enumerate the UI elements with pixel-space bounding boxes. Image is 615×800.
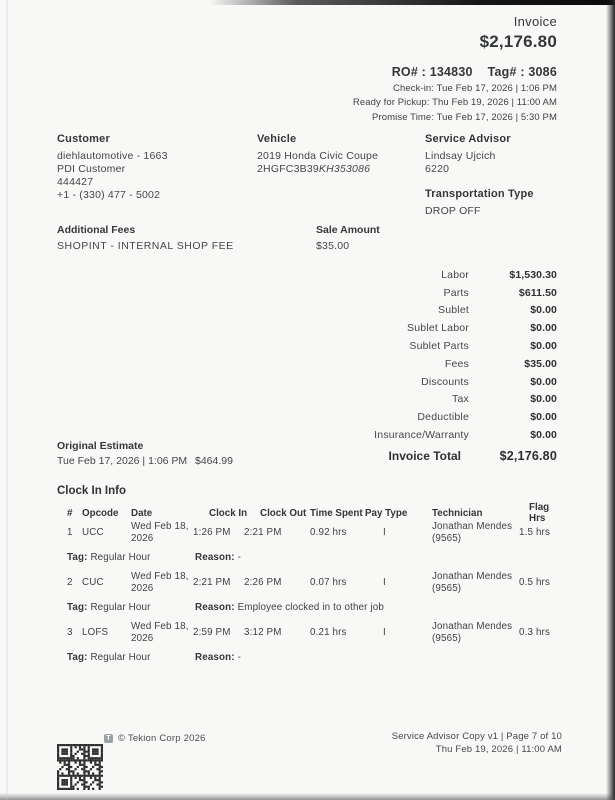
clock-table-header: # Opcode Date Clock In Clock Out Time Spent Pay Type Technician Flag Hrs bbox=[67, 502, 550, 524]
ro-tag-line bbox=[353, 65, 557, 79]
print-time: Thu Feb 19, 2026 | 11:00 AM bbox=[435, 743, 562, 755]
tag-reason-row: Tag: Regular Hour Reason: Employee clocked in to other job bbox=[67, 602, 384, 613]
invoice-title: Invoice bbox=[513, 14, 557, 29]
vehicle-model: 2019 Honda Civic Coupe bbox=[257, 150, 379, 162]
sale-amount-title: Sale Amount bbox=[316, 224, 380, 236]
total-row-tax: Tax $0.00 bbox=[452, 393, 557, 406]
total-row-insurance-warranty: Insurance/Warranty $0.00 bbox=[374, 429, 557, 442]
totals-section bbox=[295, 266, 557, 444]
invoice-total-label: Invoice Total bbox=[388, 449, 461, 463]
customer-id: 444427 bbox=[57, 175, 94, 188]
invoice-amount: $2,176.80 bbox=[479, 32, 557, 51]
table-row: 3 LOFS Wed Feb 18, 2026 2:59 PM 3:12 PM 0.21 hrs I Jonathan Mendes (9565) 0.3 hrs bbox=[67, 621, 551, 644]
service-advisor-title: Service Advisor bbox=[425, 133, 511, 145]
original-estimate-date: Tue Feb 17, 2026 | 1:06 PM bbox=[57, 454, 188, 467]
scan-edge-top bbox=[0, 0, 615, 5]
total-row-discounts: Discounts $0.00 bbox=[421, 375, 557, 388]
scan-edge-left bbox=[6, 0, 8, 800]
service-advisor-number: 6220 bbox=[425, 162, 450, 175]
total-row-deductible: Deductible $0.00 bbox=[417, 411, 557, 424]
fee-item-amount: $35.00 bbox=[316, 240, 350, 252]
total-row-parts: Parts $611.50 bbox=[443, 286, 557, 299]
original-estimate-title: Original Estimate bbox=[57, 440, 144, 452]
total-row-sublet: Sublet $0.00 bbox=[438, 304, 557, 317]
customer-name: diehlautomotive - 1663 bbox=[57, 150, 168, 162]
vehicle-section bbox=[257, 133, 422, 176]
ro-number: RO# : 134830 bbox=[391, 65, 473, 79]
total-row-fees: Fees $35.00 bbox=[444, 357, 557, 370]
clock-in-info-title: Clock In Info bbox=[57, 485, 126, 497]
footer-page-info bbox=[392, 731, 562, 756]
invoice-total-value: $2,176.80 bbox=[499, 449, 557, 463]
customer-section bbox=[57, 133, 247, 202]
tag-reason-row: Tag: Regular Hour Reason: - bbox=[67, 652, 241, 663]
customer-type: PDI Customer bbox=[57, 162, 126, 175]
table-row: 2 CUC Wed Feb 18, 2026 2:21 PM 2:26 PM 0.07 hrs I Jonathan Mendes (9565) 0.5 hrs bbox=[67, 571, 551, 594]
table-row: 1 UCC Wed Feb 18, 2026 1:26 PM 2:21 PM 0.92 hrs I Jonathan Mendes (9565) 1.5 hrs bbox=[67, 521, 551, 544]
fee-item-name: SHOPINT - INTERNAL SHOP FEE bbox=[57, 240, 234, 252]
scan-edge-bottom bbox=[0, 793, 615, 800]
qr-code-icon bbox=[57, 744, 103, 790]
customer-phone: +1 - (330) 477 - 5002 bbox=[57, 188, 161, 201]
tag-reason-row: Tag: Regular Hour Reason: - bbox=[67, 552, 241, 563]
additional-fees-title: Additional Fees bbox=[57, 224, 136, 236]
vehicle-vin: 2HGFC3B39KH353086 bbox=[257, 162, 371, 175]
copyright-text: © Tekion Corp 2026 bbox=[118, 733, 206, 744]
transportation-title: Transportation Type bbox=[425, 187, 534, 200]
ready-for-pickup-time: Ready for Pickup: Thu Feb 19, 2026 | 11:00 AM bbox=[352, 97, 557, 108]
tag-number: Tag# : 3086 bbox=[487, 65, 557, 79]
service-advisor-name: Lindsay Ujcich bbox=[425, 150, 496, 162]
footer-brand bbox=[104, 733, 206, 744]
checkin-time: Check-in: Tue Feb 17, 2026 | 1:06 PM bbox=[393, 82, 557, 94]
transportation-value: DROP OFF bbox=[425, 204, 481, 217]
promise-time: Promise Time: Tue Feb 17, 2026 | 5:30 PM bbox=[372, 111, 557, 123]
invoice-header bbox=[353, 14, 557, 123]
transportation-section bbox=[425, 188, 570, 218]
copy-info: Service Advisor Copy v1 | Page 7 of 10 bbox=[391, 731, 562, 742]
customer-title: Customer bbox=[57, 133, 110, 145]
original-estimate-section bbox=[57, 440, 233, 467]
service-advisor-section bbox=[425, 133, 570, 218]
tekion-logo-icon: T bbox=[104, 734, 113, 743]
scan-edge-right bbox=[606, 0, 615, 800]
original-estimate-amount: $464.99 bbox=[195, 454, 233, 467]
total-row-sublet-labor: Sublet Labor $0.00 bbox=[407, 322, 557, 335]
total-row-labor: Labor $1,530.30 bbox=[441, 268, 557, 281]
clock-in-table bbox=[57, 502, 565, 663]
invoice-total-row bbox=[257, 449, 557, 463]
total-row-sublet-parts: Sublet Parts $0.00 bbox=[409, 340, 557, 353]
vehicle-title: Vehicle bbox=[257, 133, 297, 145]
